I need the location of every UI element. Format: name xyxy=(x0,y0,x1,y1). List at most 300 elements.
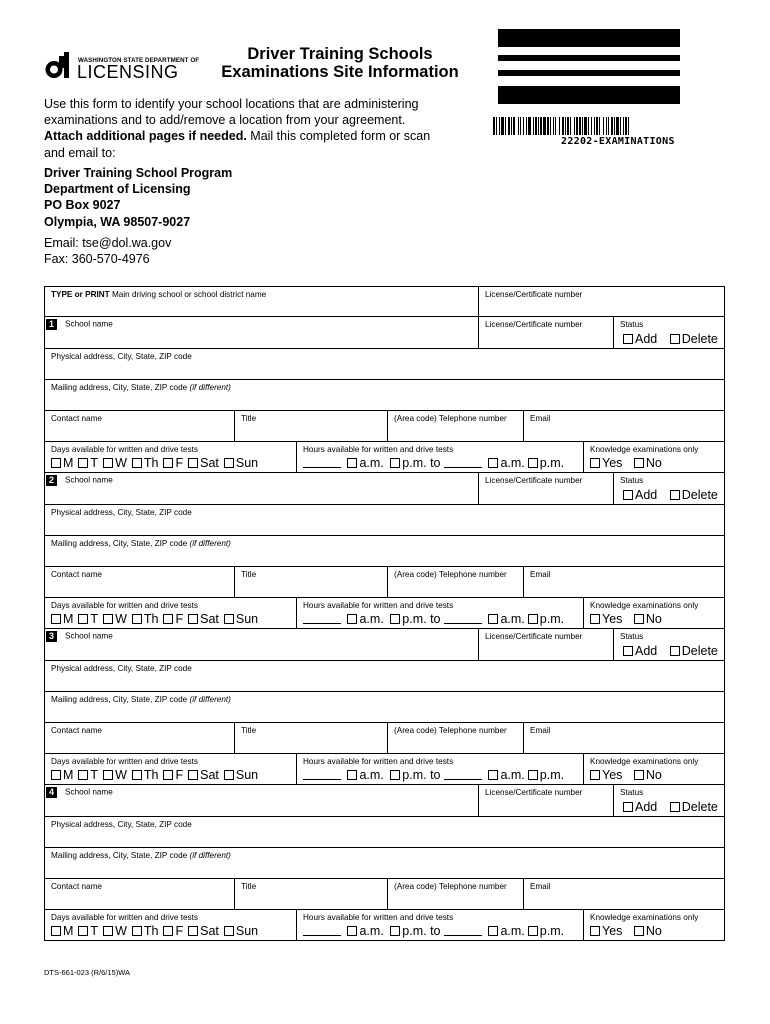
yes-checkbox[interactable] xyxy=(590,926,600,936)
barcode-stripe xyxy=(606,117,607,135)
barcode-stripe xyxy=(623,117,624,135)
school-name-row xyxy=(44,629,725,661)
physical-address-row[interactable] xyxy=(44,817,725,848)
school-name-label: School name xyxy=(65,475,113,485)
telephone-field[interactable] xyxy=(387,723,523,753)
days-field xyxy=(45,442,296,472)
contact-row xyxy=(44,411,725,442)
license-label: License/Certificate number xyxy=(485,632,583,641)
day-label: W xyxy=(115,924,127,938)
barcode-stripe xyxy=(526,117,527,135)
barcode-stripe xyxy=(614,117,615,135)
barcode-stripe xyxy=(538,117,539,135)
delete-checkbox[interactable] xyxy=(670,802,680,812)
knowledge-field xyxy=(583,910,724,940)
knowledge-yes-option[interactable] xyxy=(587,924,622,938)
license-number-field[interactable] xyxy=(478,317,613,348)
start-time-blank[interactable] xyxy=(303,778,341,780)
address-line: Department of Licensing xyxy=(44,182,191,197)
mailing-address-row[interactable] xyxy=(44,380,725,411)
delete-label: Delete xyxy=(681,488,718,502)
delete-label: Delete xyxy=(681,800,718,814)
status-field xyxy=(613,473,724,504)
status-label: Status xyxy=(620,788,644,797)
intro-rest: Mail this completed form or scan xyxy=(246,129,431,144)
yes-label: Yes xyxy=(602,924,623,938)
barcode-stripe xyxy=(625,117,627,135)
knowledge-no-option[interactable] xyxy=(631,924,662,938)
status-field xyxy=(613,629,724,660)
mailing-address-note: (if different) xyxy=(189,383,231,392)
barcode-stripe xyxy=(603,117,604,135)
barcode-stripe xyxy=(562,117,564,135)
day-option[interactable] xyxy=(129,612,159,626)
day-checkbox[interactable] xyxy=(163,614,173,624)
hours-label: Hours available for written and drive tests xyxy=(303,601,454,610)
knowledge-no-option[interactable] xyxy=(631,768,662,782)
pm-to-label: p.m. to xyxy=(402,924,441,938)
day-label: T xyxy=(90,456,99,470)
status-field xyxy=(613,785,724,816)
mailing-address xyxy=(44,165,232,230)
pm-to-label: p.m. to xyxy=(402,456,441,470)
hours-label: Hours available for written and drive tests xyxy=(303,757,454,766)
start-am-checkbox[interactable] xyxy=(347,614,357,624)
barcode-stripe xyxy=(567,117,569,135)
school-name-label: School name xyxy=(65,787,113,797)
contact-name-label: Contact name xyxy=(51,882,102,891)
yes-checkbox[interactable] xyxy=(590,770,600,780)
title-label: Title xyxy=(241,882,257,891)
end-am-checkbox[interactable] xyxy=(488,926,498,936)
license-number-field[interactable] xyxy=(478,473,613,504)
end-time-blank[interactable] xyxy=(444,466,482,468)
barcode xyxy=(493,117,727,135)
day-label: W xyxy=(115,456,127,470)
day-option[interactable] xyxy=(160,612,183,626)
barcode-stripe xyxy=(501,117,504,135)
day-label: Sun xyxy=(235,612,259,626)
day-label: T xyxy=(90,768,99,782)
day-checkbox[interactable] xyxy=(51,458,61,468)
knowledge-label: Knowledge examinations only xyxy=(590,601,699,610)
am-label: a.m. xyxy=(500,924,525,938)
status-delete-option[interactable] xyxy=(667,332,718,346)
end-time-blank[interactable] xyxy=(444,622,482,624)
day-label: Sat xyxy=(200,768,219,782)
barcode-stripe xyxy=(553,117,554,135)
day-option[interactable] xyxy=(129,924,159,938)
day-checkbox[interactable] xyxy=(188,458,198,468)
yes-checkbox[interactable] xyxy=(590,614,600,624)
day-option[interactable] xyxy=(185,924,219,938)
title-field[interactable] xyxy=(234,879,387,909)
availability-row xyxy=(44,442,725,473)
dol-logo-icon xyxy=(44,52,74,79)
intro-line: Use this form to identify your school locations that are administering xyxy=(44,97,419,111)
title-field[interactable] xyxy=(234,411,387,441)
day-option[interactable] xyxy=(221,612,258,626)
page-title xyxy=(200,45,480,81)
start-time-blank[interactable] xyxy=(303,934,341,936)
email-field[interactable] xyxy=(523,879,724,909)
day-option[interactable] xyxy=(48,612,73,626)
end-am-checkbox[interactable] xyxy=(488,770,498,780)
no-checkbox[interactable] xyxy=(634,926,644,936)
day-option[interactable] xyxy=(48,456,73,470)
address-line: Driver Training School Program xyxy=(44,166,233,180)
main-school-name-field[interactable] xyxy=(45,287,478,316)
day-checkbox[interactable] xyxy=(163,458,173,468)
school-name-field[interactable] xyxy=(45,317,478,348)
mailing-address-row[interactable] xyxy=(44,536,725,567)
contact-info xyxy=(44,235,171,267)
day-option[interactable] xyxy=(129,456,159,470)
pm-label: p.m. xyxy=(539,456,565,470)
email-field[interactable] xyxy=(523,723,724,753)
day-checkbox[interactable] xyxy=(51,770,61,780)
knowledge-field xyxy=(583,442,724,472)
contact-row xyxy=(44,567,725,598)
end-am-checkbox[interactable] xyxy=(488,614,498,624)
section-number: 1 xyxy=(46,319,57,330)
day-checkbox[interactable] xyxy=(224,770,234,780)
end-am-checkbox[interactable] xyxy=(488,458,498,468)
day-option[interactable] xyxy=(75,456,98,470)
start-pm-checkbox[interactable] xyxy=(390,458,400,468)
day-option[interactable] xyxy=(75,612,98,626)
day-option[interactable] xyxy=(100,924,127,938)
email-field[interactable] xyxy=(523,411,724,441)
telephone-field[interactable] xyxy=(387,879,523,909)
hours-field xyxy=(296,754,583,784)
knowledge-no-option[interactable] xyxy=(631,612,662,626)
knowledge-field xyxy=(583,598,724,628)
contact-name-field[interactable] xyxy=(45,411,234,441)
barcode-stripe xyxy=(620,117,621,135)
day-checkbox[interactable] xyxy=(188,614,198,624)
start-pm-checkbox[interactable] xyxy=(390,926,400,936)
day-checkbox[interactable] xyxy=(103,770,113,780)
license-number-field[interactable] xyxy=(478,629,613,660)
day-option[interactable] xyxy=(221,456,258,470)
day-label: Th xyxy=(143,924,159,938)
barcode-stripe xyxy=(540,117,542,135)
day-checkbox[interactable] xyxy=(163,926,173,936)
barcode-stripe xyxy=(547,117,549,135)
day-label: Th xyxy=(143,768,159,782)
end-pm-checkbox[interactable] xyxy=(528,614,538,624)
contact-fax: Fax: 360-570-4976 xyxy=(44,252,150,267)
license-label: License/Certificate number xyxy=(485,290,583,299)
start-pm-checkbox[interactable] xyxy=(390,614,400,624)
day-option[interactable] xyxy=(185,768,219,782)
no-checkbox[interactable] xyxy=(634,614,644,624)
day-checkbox[interactable] xyxy=(224,614,234,624)
school-name-row xyxy=(44,317,725,349)
day-checkbox[interactable] xyxy=(132,614,142,624)
day-option[interactable] xyxy=(221,924,258,938)
day-label: F xyxy=(175,924,184,938)
mailing-address-note: (if different) xyxy=(189,539,231,548)
day-option[interactable] xyxy=(160,768,183,782)
day-option[interactable] xyxy=(100,768,127,782)
status-label: Status xyxy=(620,476,644,485)
add-label: Add xyxy=(635,644,658,658)
no-checkbox[interactable] xyxy=(634,770,644,780)
barcode-stripe xyxy=(508,117,510,135)
hours-label: Hours available for written and drive tests xyxy=(303,445,454,454)
day-checkbox[interactable] xyxy=(78,614,88,624)
days-field xyxy=(45,910,296,940)
barcode-stripe xyxy=(543,117,546,135)
days-label: Days available for written and drive tests xyxy=(51,445,198,454)
day-checkbox[interactable] xyxy=(132,770,142,780)
barcode-text: 22202-EXAMINATIONS xyxy=(561,136,675,147)
add-checkbox[interactable] xyxy=(623,334,633,344)
start-time-blank[interactable] xyxy=(303,466,341,468)
end-pm-checkbox[interactable] xyxy=(528,458,538,468)
title-field[interactable] xyxy=(234,567,387,597)
mailing-address-row[interactable] xyxy=(44,848,725,879)
mailing-address-row[interactable] xyxy=(44,692,725,723)
day-label: Sat xyxy=(200,924,219,938)
barcode-stripe xyxy=(608,117,609,135)
barcode-stripe xyxy=(535,117,537,135)
pm-to-label: p.m. to xyxy=(402,612,441,626)
knowledge-no-option[interactable] xyxy=(631,456,662,470)
day-option[interactable] xyxy=(185,612,219,626)
status-label: Status xyxy=(620,320,644,329)
yes-label: Yes xyxy=(602,456,623,470)
contact-name-label: Contact name xyxy=(51,570,102,579)
main-license-field[interactable] xyxy=(478,287,724,316)
physical-address-label: Physical address, City, State, ZIP code xyxy=(51,352,192,361)
title-label: Title xyxy=(241,414,257,423)
day-checkbox[interactable] xyxy=(224,458,234,468)
telephone-field[interactable] xyxy=(387,567,523,597)
day-option[interactable] xyxy=(129,768,159,782)
contact-name-label: Contact name xyxy=(51,726,102,735)
day-label: M xyxy=(63,612,74,626)
contact-row xyxy=(44,723,725,754)
am-label: a.m. xyxy=(359,924,384,938)
day-label: Sun xyxy=(235,768,259,782)
status-delete-option[interactable] xyxy=(667,644,718,658)
license-number-field[interactable] xyxy=(478,785,613,816)
availability-row xyxy=(44,910,725,941)
intro-bold: Attach additional pages if needed. xyxy=(44,129,247,144)
address-line: Olympia, WA 98507-9027 xyxy=(44,214,191,229)
start-am-checkbox[interactable] xyxy=(347,458,357,468)
start-am-checkbox[interactable] xyxy=(347,926,357,936)
day-checkbox[interactable] xyxy=(78,458,88,468)
email-label: Email xyxy=(530,882,551,891)
day-checkbox[interactable] xyxy=(163,770,173,780)
status-add-option[interactable] xyxy=(620,800,657,814)
yes-label: Yes xyxy=(602,768,623,782)
day-option[interactable] xyxy=(160,456,183,470)
mailing-address-note: (if different) xyxy=(189,851,231,860)
pm-label: p.m. xyxy=(539,768,565,782)
physical-address-row[interactable] xyxy=(44,349,725,380)
barcode-stripe xyxy=(499,117,500,135)
knowledge-yes-option[interactable] xyxy=(587,456,622,470)
barcode-stripe xyxy=(576,117,578,135)
black-bar xyxy=(498,70,680,76)
barcode-stripe xyxy=(591,117,592,135)
knowledge-yes-option[interactable] xyxy=(587,768,622,782)
end-pm-checkbox[interactable] xyxy=(528,926,538,936)
physical-address-row[interactable] xyxy=(44,661,725,692)
day-option[interactable] xyxy=(75,768,98,782)
contact-name-field[interactable] xyxy=(45,723,234,753)
day-checkbox[interactable] xyxy=(188,770,198,780)
barcode-stripe xyxy=(588,117,589,135)
email-label: Email xyxy=(530,570,551,579)
add-checkbox[interactable] xyxy=(623,802,633,812)
no-label: No xyxy=(645,924,662,938)
section-number: 4 xyxy=(46,787,57,798)
status-add-option[interactable] xyxy=(620,644,657,658)
am-label: a.m. xyxy=(359,768,384,782)
yes-checkbox[interactable] xyxy=(590,458,600,468)
day-checkbox[interactable] xyxy=(103,926,113,936)
pm-label: p.m. xyxy=(539,612,565,626)
contact-name-field[interactable] xyxy=(45,567,234,597)
day-checkbox[interactable] xyxy=(78,770,88,780)
day-checkbox[interactable] xyxy=(132,926,142,936)
day-label: M xyxy=(63,768,74,782)
school-name-label: School name xyxy=(65,631,113,641)
intro-line: examinations and to add/remove a location from your agreement. xyxy=(44,113,406,128)
day-checkbox[interactable] xyxy=(51,614,61,624)
telephone-label: (Area code) Telephone number xyxy=(394,726,507,735)
days-label: Days available for written and drive tests xyxy=(51,601,198,610)
delete-label: Delete xyxy=(681,644,718,658)
day-option[interactable] xyxy=(75,924,98,938)
physical-address-label: Physical address, City, State, ZIP code xyxy=(51,820,192,829)
telephone-label: (Area code) Telephone number xyxy=(394,570,507,579)
main-school-row xyxy=(44,286,725,317)
add-checkbox[interactable] xyxy=(623,490,633,500)
day-label: F xyxy=(175,768,184,782)
telephone-field[interactable] xyxy=(387,411,523,441)
end-time-blank[interactable] xyxy=(444,934,482,936)
days-options xyxy=(48,768,260,782)
day-checkbox[interactable] xyxy=(132,458,142,468)
site-information-form xyxy=(44,286,725,941)
license-label: License/Certificate number xyxy=(485,320,583,329)
day-checkbox[interactable] xyxy=(188,926,198,936)
day-option[interactable] xyxy=(48,924,73,938)
contact-name-field[interactable] xyxy=(45,879,234,909)
day-checkbox[interactable] xyxy=(103,614,113,624)
day-label: T xyxy=(90,612,99,626)
day-checkbox[interactable] xyxy=(51,926,61,936)
email-field[interactable] xyxy=(523,567,724,597)
black-bar xyxy=(498,29,680,47)
no-label: No xyxy=(645,456,662,470)
barcode-stripe xyxy=(574,117,575,135)
start-am-checkbox[interactable] xyxy=(347,770,357,780)
days-label: Days available for written and drive tests xyxy=(51,757,198,766)
barcode-stripe xyxy=(555,117,556,135)
barcode-stripe xyxy=(559,117,560,135)
start-pm-checkbox[interactable] xyxy=(390,770,400,780)
no-checkbox[interactable] xyxy=(634,458,644,468)
delete-checkbox[interactable] xyxy=(670,334,680,344)
physical-address-row[interactable] xyxy=(44,505,725,536)
day-checkbox[interactable] xyxy=(103,458,113,468)
add-label: Add xyxy=(635,488,658,502)
day-option[interactable] xyxy=(221,768,258,782)
logo-department-text: WASHINGTON STATE DEPARTMENT OF xyxy=(78,57,200,64)
end-pm-checkbox[interactable] xyxy=(528,770,538,780)
status-add-option[interactable] xyxy=(620,332,657,346)
day-option[interactable] xyxy=(48,768,73,782)
am-label: a.m. xyxy=(500,456,525,470)
barcode-stripe xyxy=(528,117,531,135)
days-field xyxy=(45,598,296,628)
intro-line: and email to: xyxy=(44,145,116,160)
delete-checkbox[interactable] xyxy=(670,490,680,500)
days-label: Days available for written and drive tests xyxy=(51,913,198,922)
availability-row xyxy=(44,754,725,785)
school-name-field[interactable] xyxy=(45,473,478,504)
status-label: Status xyxy=(620,632,644,641)
start-time-blank[interactable] xyxy=(303,622,341,624)
day-label: W xyxy=(115,612,127,626)
day-option[interactable] xyxy=(100,612,127,626)
day-option[interactable] xyxy=(185,456,219,470)
title-label: Title xyxy=(241,570,257,579)
day-checkbox[interactable] xyxy=(78,926,88,936)
day-label: F xyxy=(175,456,184,470)
email-label: Email xyxy=(530,726,551,735)
barcode-stripe xyxy=(599,117,600,135)
barcode-stripe xyxy=(565,117,566,135)
barcode-stripe xyxy=(505,117,506,135)
day-option[interactable] xyxy=(100,456,127,470)
school-name-field[interactable] xyxy=(45,629,478,660)
email-label: Email xyxy=(530,414,551,423)
telephone-label: (Area code) Telephone number xyxy=(394,414,507,423)
day-label: M xyxy=(63,456,74,470)
knowledge-yes-option[interactable] xyxy=(587,612,622,626)
add-checkbox[interactable] xyxy=(623,646,633,656)
day-option[interactable] xyxy=(160,924,183,938)
barcode-stripe xyxy=(550,117,551,135)
barcode-stripe xyxy=(611,117,613,135)
day-label: M xyxy=(63,924,74,938)
day-checkbox[interactable] xyxy=(224,926,234,936)
hours-field xyxy=(296,910,583,940)
status-add-option[interactable] xyxy=(620,488,657,502)
day-label: Sat xyxy=(200,612,219,626)
status-delete-option[interactable] xyxy=(667,488,718,502)
am-label: a.m. xyxy=(359,456,384,470)
status-delete-option[interactable] xyxy=(667,800,718,814)
days-options xyxy=(48,612,260,626)
title-field[interactable] xyxy=(234,723,387,753)
end-time-blank[interactable] xyxy=(444,778,482,780)
school-name-field[interactable] xyxy=(45,785,478,816)
status-field xyxy=(613,317,724,348)
intro-line xyxy=(44,128,464,144)
delete-checkbox[interactable] xyxy=(670,646,680,656)
barcode-stripe xyxy=(582,117,583,135)
